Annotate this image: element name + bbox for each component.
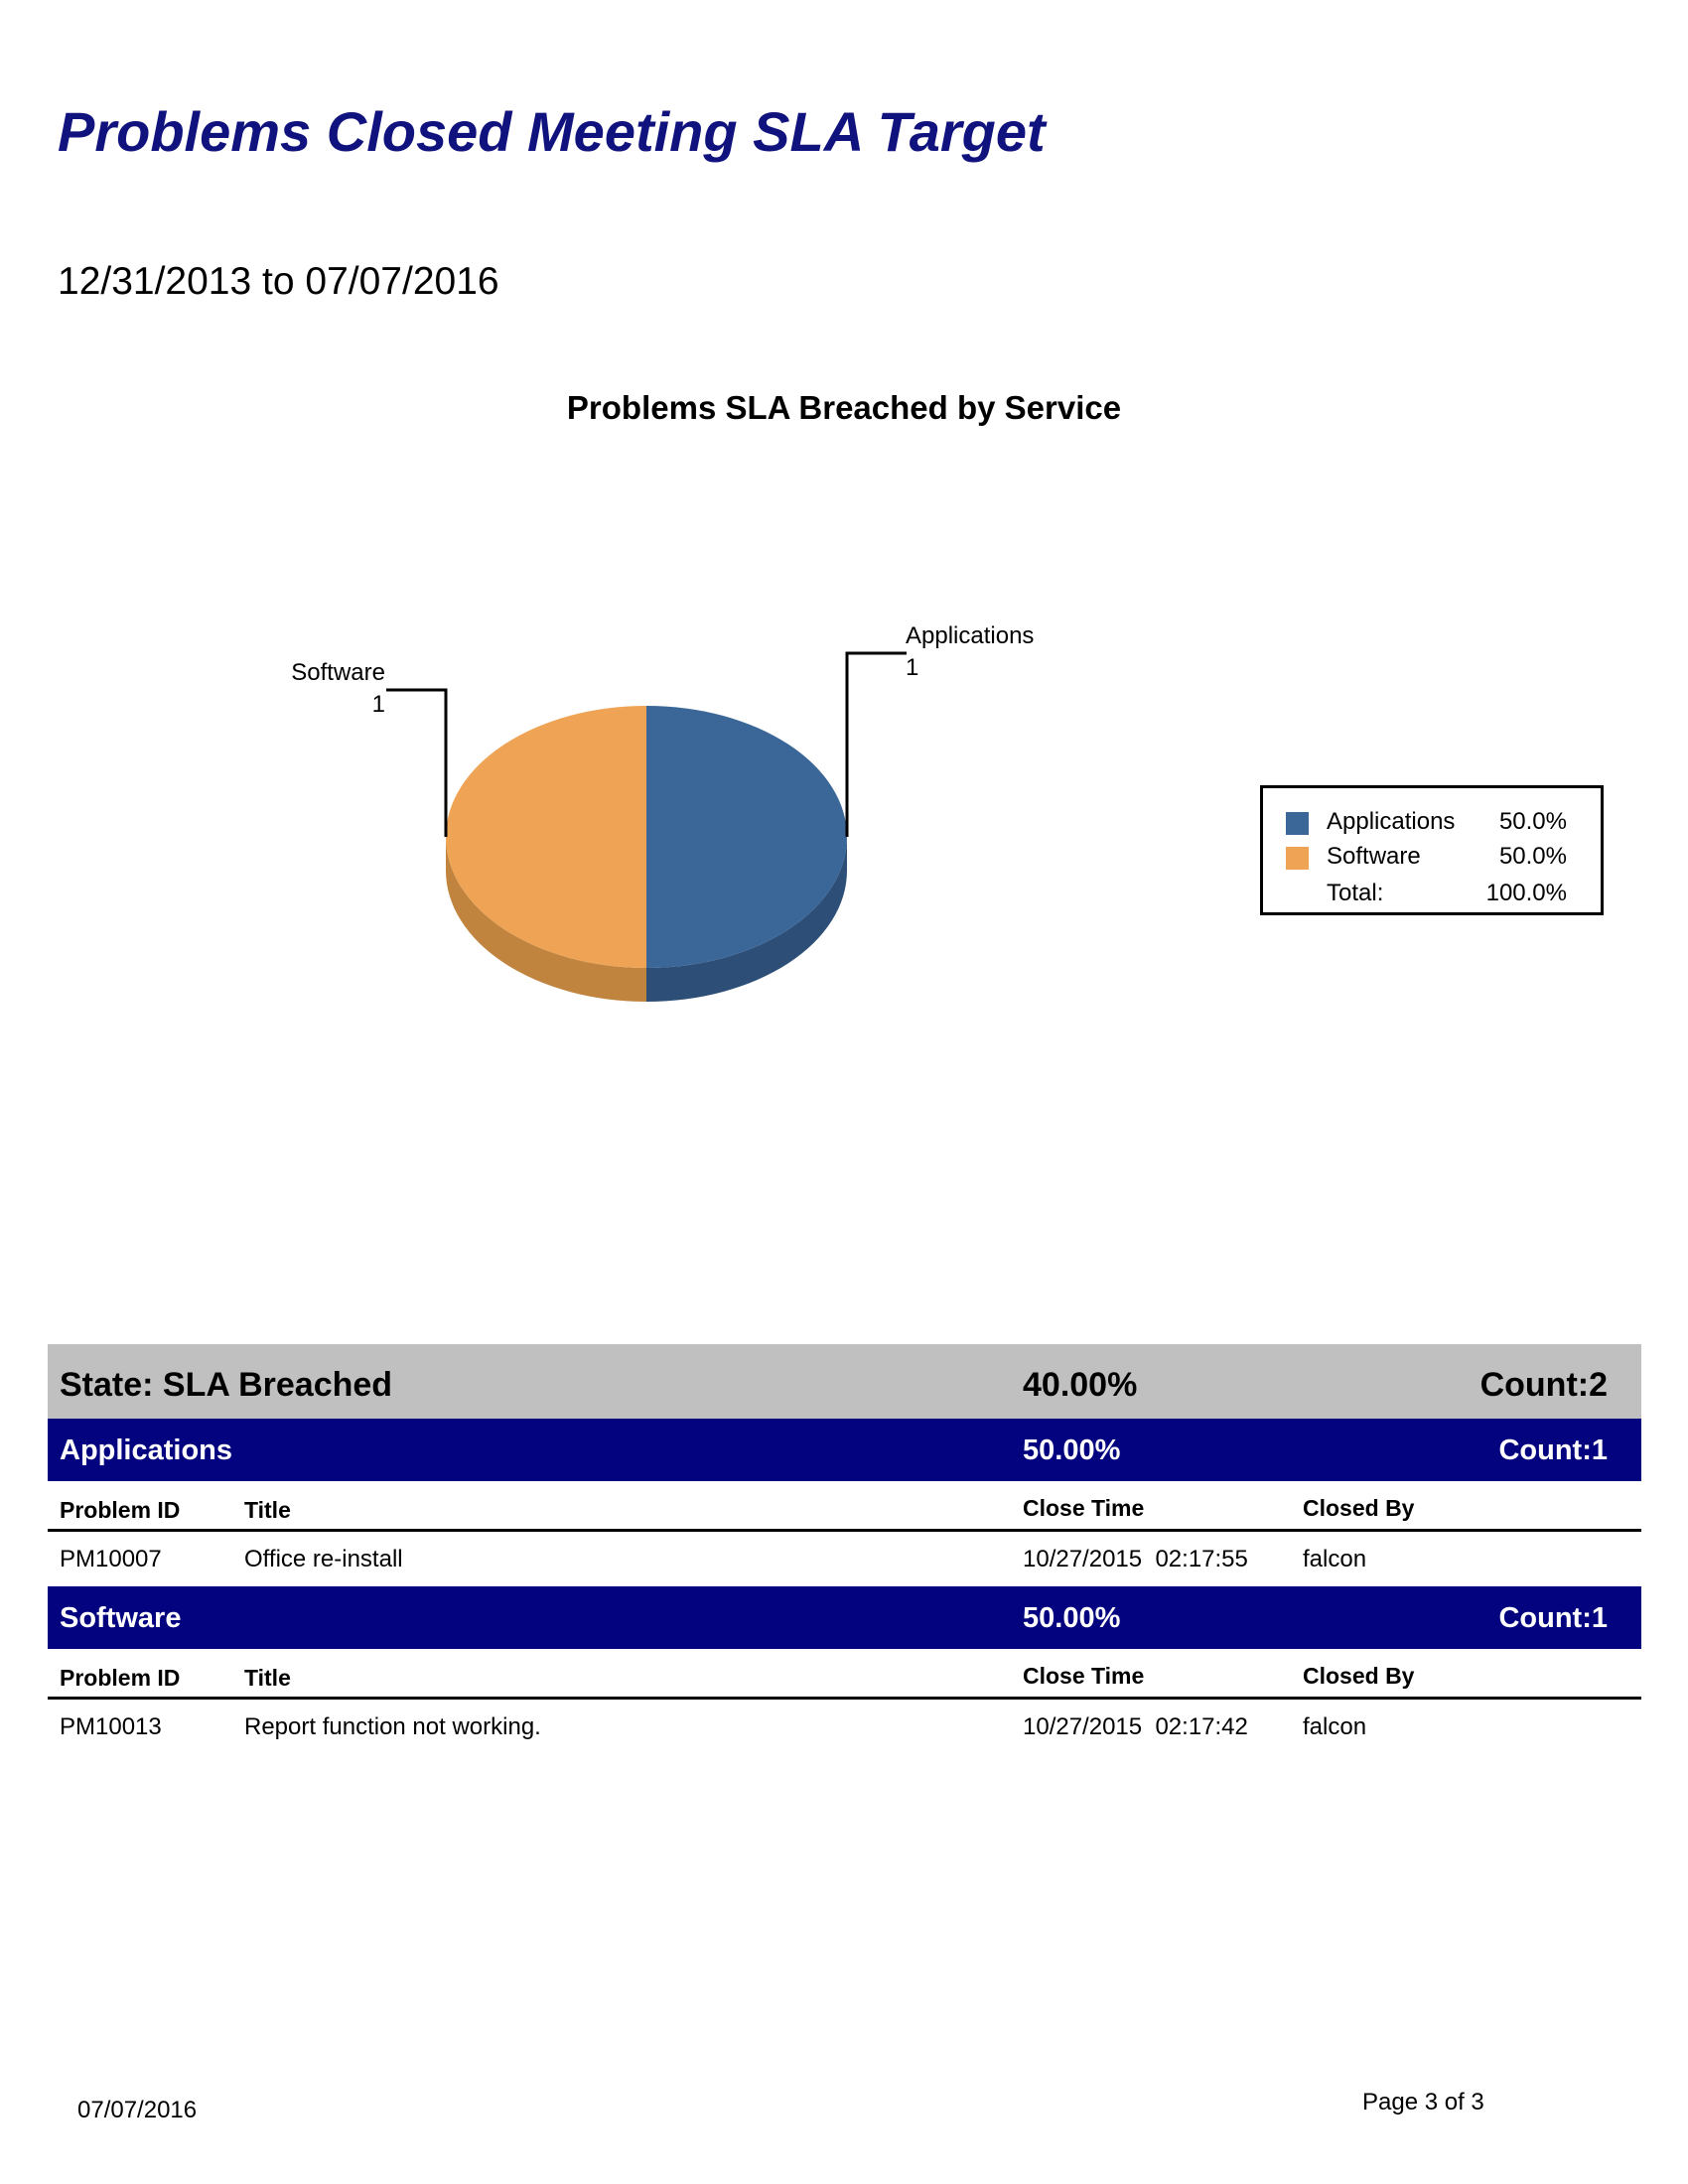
group-percent: 50.00% <box>1023 1602 1121 1634</box>
legend-total-label: Total: <box>1327 880 1384 906</box>
cell-closed-by: falcon <box>1303 1546 1367 1572</box>
legend-item-applications <box>1263 808 1601 838</box>
group-header-software <box>48 1586 1641 1649</box>
data-label-applications-name: Applications <box>906 622 1035 649</box>
legend-percent: 50.0% <box>1498 808 1567 835</box>
data-label-software-value: 1 <box>371 691 385 718</box>
state-label: State: SLA Breached <box>60 1366 393 1404</box>
legend-swatch-applications <box>1286 812 1309 835</box>
column-header-problem-id: Problem ID <box>60 1665 181 1691</box>
column-header-closed-by: Closed By <box>1303 1495 1415 1521</box>
group-name: Software <box>60 1602 182 1634</box>
header-rule <box>48 1529 1641 1532</box>
cell-close-time: 10/27/2015 02:17:42 <box>1023 1713 1248 1740</box>
legend-percent: 50.0% <box>1498 843 1567 870</box>
cell-problem-id: PM10013 <box>60 1713 162 1740</box>
legend-label: Applications <box>1327 808 1456 835</box>
header-rule <box>48 1697 1641 1700</box>
cell-close-time: 10/27/2015 02:17:55 <box>1023 1546 1248 1572</box>
footer-page-number: Page 3 of 3 <box>1362 2089 1484 2116</box>
column-header-close-time: Close Time <box>1023 1663 1145 1689</box>
leader-line-software <box>386 690 446 837</box>
chart-legend <box>1260 785 1604 915</box>
group-count: Count:1 <box>1498 1434 1608 1466</box>
leader-line-applications <box>847 653 907 837</box>
group-count: Count:1 <box>1498 1602 1608 1634</box>
chart-title: Problems SLA Breached by Service <box>566 389 1122 426</box>
column-header-closed-by: Closed By <box>1303 1663 1415 1689</box>
cell-title: Report function not working. <box>244 1713 541 1740</box>
group-header-applications <box>48 1419 1641 1481</box>
cell-title: Office re-install <box>244 1546 403 1572</box>
data-label-applications-value: 1 <box>906 654 919 681</box>
legend-item-software <box>1263 843 1601 873</box>
legend-label: Software <box>1327 843 1421 870</box>
report-title: Problems Closed Meeting SLA Target <box>58 100 1046 163</box>
legend-swatch-software <box>1286 847 1309 870</box>
date-range: 12/31/2013 to 07/07/2016 <box>58 260 499 303</box>
cell-problem-id: PM10007 <box>60 1546 162 1572</box>
group-name: Applications <box>60 1434 233 1466</box>
column-header-title: Title <box>244 1497 291 1523</box>
state-count: Count:2 <box>1479 1366 1608 1404</box>
state-header <box>48 1344 1641 1419</box>
state-percent: 40.00% <box>1023 1366 1138 1404</box>
footer-date: 07/07/2016 <box>77 2097 198 2123</box>
legend-total-percent: 100.0% <box>1485 880 1567 906</box>
data-label-software-name: Software <box>291 659 385 686</box>
column-header-problem-id: Problem ID <box>60 1497 181 1523</box>
cell-closed-by: falcon <box>1303 1713 1367 1740</box>
group-percent: 50.00% <box>1023 1434 1121 1466</box>
column-header-close-time: Close Time <box>1023 1495 1145 1521</box>
legend-total <box>1263 880 1601 909</box>
column-header-title: Title <box>244 1665 291 1691</box>
